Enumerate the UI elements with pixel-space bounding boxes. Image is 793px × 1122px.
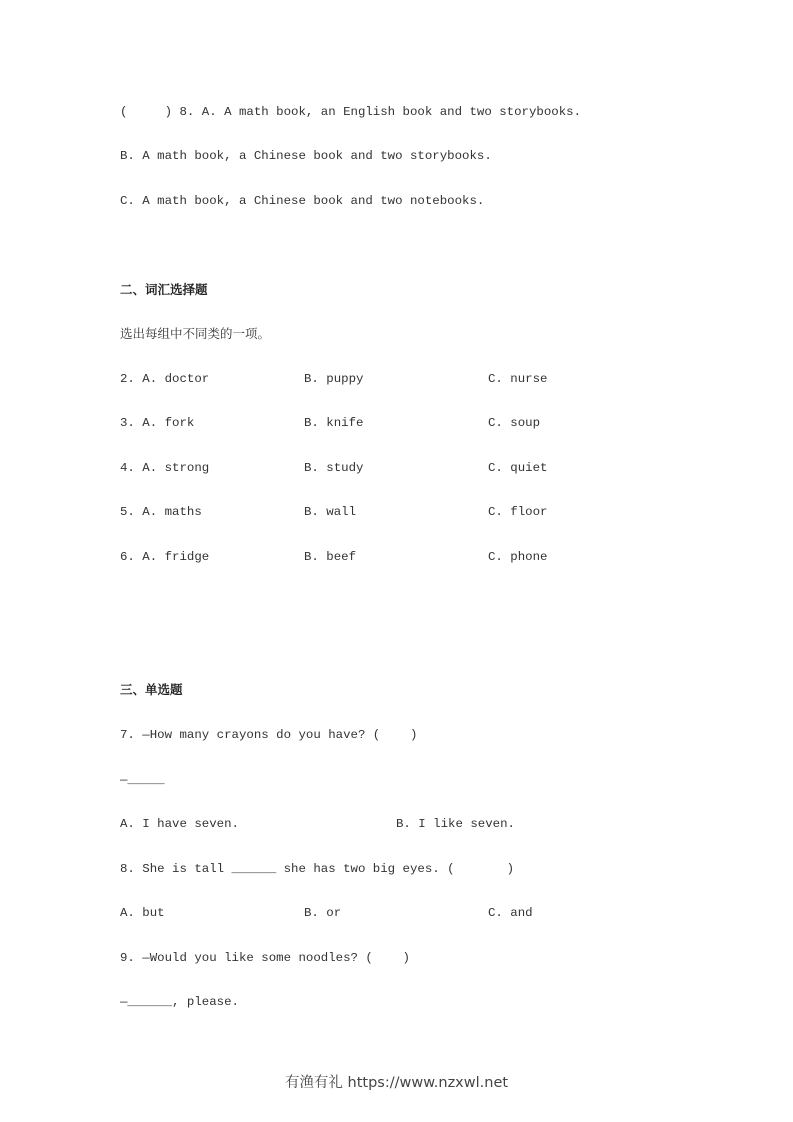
q7-option-a: A. I have seven. [120, 817, 239, 831]
vocab-option-b: B. wall [304, 505, 357, 519]
vocab-option-b: B. puppy [304, 372, 364, 386]
q7-stem: 7. —How many crayons do you have? ( ) [120, 728, 418, 742]
section-heading-vocabulary: 二、词汇选择题 [120, 282, 208, 297]
vocab-option-b: B. study [304, 461, 364, 475]
vocab-option-c: C. nurse [488, 372, 548, 386]
q9-stem: 9. —Would you like some noodles? ( ) [120, 951, 410, 965]
q8-single-option-c: C. and [488, 906, 533, 920]
q9-answer-blank: —______, please. [120, 995, 239, 1009]
section-heading-single-choice: 三、单选题 [120, 682, 183, 697]
section-instruction: 选出每组中不同类的一项。 [120, 326, 271, 341]
footer-watermark: 有渔有礼 https://www.nzxwl.net [284, 1075, 509, 1091]
q7-option-b: B. I like seven. [396, 817, 515, 831]
vocab-option-c: C. quiet [488, 461, 548, 475]
vocab-option-a: 3. A. fork [120, 416, 195, 430]
vocab-option-c: C. floor [488, 505, 548, 519]
q8-single-stem: 8. She is tall ______ she has two big eyes. ( ) [120, 862, 515, 876]
vocab-option-b: B. beef [304, 550, 357, 564]
q8-stem: ( ) 8. A. A math book, an English book and two storybooks. [120, 105, 582, 119]
vocab-option-b: B. knife [304, 416, 364, 430]
vocab-option-a: 4. A. strong [120, 461, 210, 475]
q8-single-option-a: A. but [120, 906, 165, 920]
q8-option-c: C. A math book, a Chinese book and two notebooks. [120, 194, 485, 208]
q8-single-option-b: B. or [304, 906, 342, 920]
vocab-option-a: 5. A. maths [120, 505, 202, 519]
vocab-option-c: C. phone [488, 550, 548, 564]
q7-answer-blank: —_____ [120, 773, 165, 787]
vocab-option-a: 2. A. doctor [120, 372, 210, 386]
q8-option-b: B. A math book, a Chinese book and two storybooks. [120, 149, 492, 163]
vocab-option-c: C. soup [488, 416, 541, 430]
vocab-option-a: 6. A. fridge [120, 550, 210, 564]
